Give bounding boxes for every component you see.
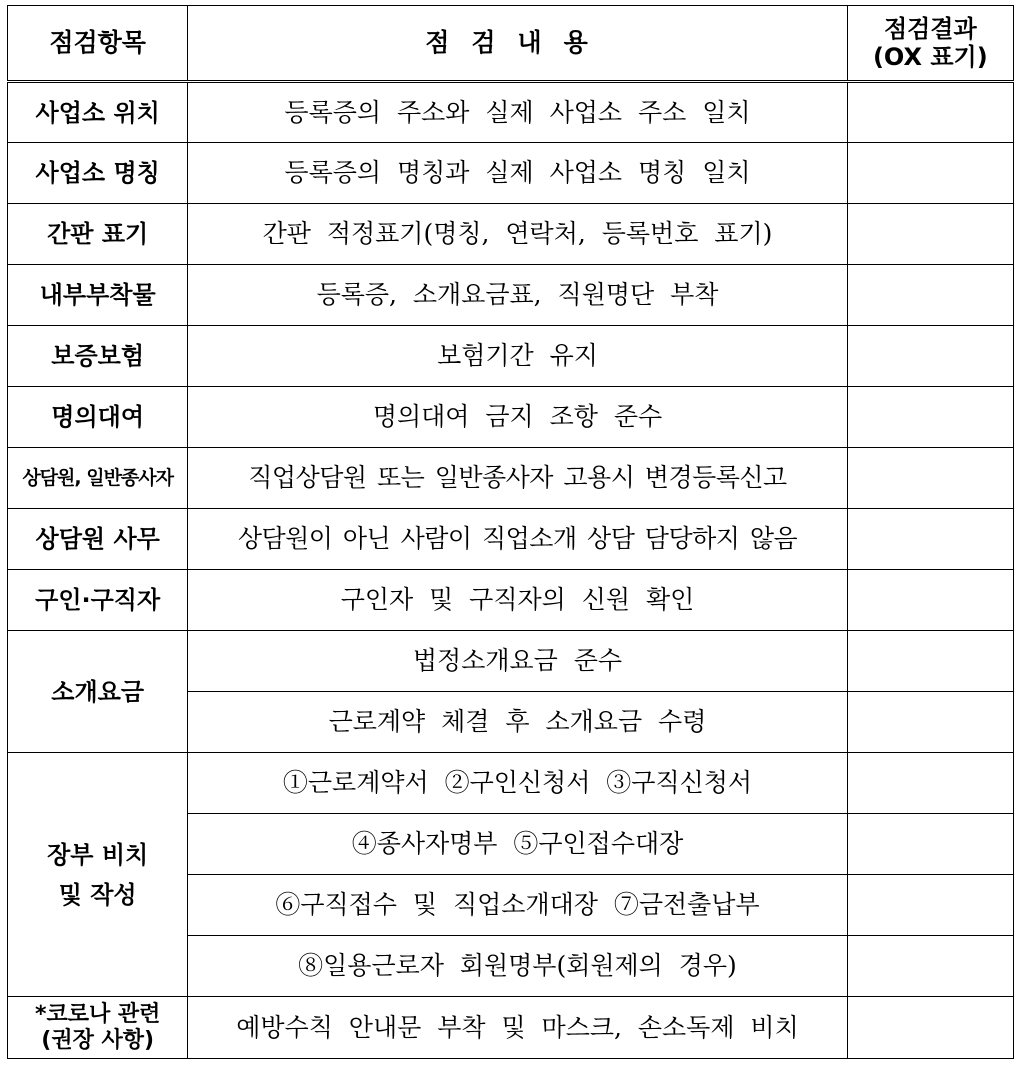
row-content: 등록증의 명칭과 실제 사업소 명칭 일치 <box>188 143 847 204</box>
checklist-table <box>7 5 1014 1059</box>
row-content: 명의대여 금지 조항 준수 <box>188 387 847 448</box>
corona-item-line2: (권장 사항) <box>41 1027 155 1053</box>
row-item: 명의대여 <box>8 387 188 448</box>
table-row <box>8 570 1014 631</box>
row-content: 상담원이 아닌 사람이 직업소개 상담 담당하지 않음 <box>188 509 847 570</box>
header-result-line2: (OX 표기) <box>872 43 988 71</box>
row-content: 법정소개요금 준수 <box>188 631 847 692</box>
result-cell[interactable] <box>847 692 1013 753</box>
row-content: ①근로계약서 ②구인신청서 ③구직신청서 <box>188 753 847 814</box>
table-row <box>8 387 1014 448</box>
row-content: ⑥구직접수 및 직업소개대장 ⑦금전출납부 <box>188 875 847 936</box>
row-content: 등록증, 소개요금표, 직원명단 부착 <box>188 265 847 326</box>
inspection-checklist <box>7 5 1014 1059</box>
result-cell[interactable] <box>847 82 1013 143</box>
corona-item <box>8 997 188 1059</box>
ledger-item <box>8 753 188 997</box>
header-result-line1: 점검결과 <box>883 15 977 43</box>
table-row <box>8 204 1014 265</box>
ledger-item-line1: 장부 비치 <box>47 840 149 869</box>
row-content: ④종사자명부 ⑤구인접수대장 <box>188 814 847 875</box>
table-row <box>8 509 1014 570</box>
row-content: 구인자 및 구직자의 신원 확인 <box>188 570 847 631</box>
table-row <box>8 753 1014 814</box>
result-cell[interactable] <box>847 204 1013 265</box>
result-cell[interactable] <box>847 631 1013 692</box>
row-content: 등록증의 주소와 실제 사업소 주소 일치 <box>188 82 847 143</box>
row-item: 보증보험 <box>8 326 188 387</box>
header-content: 점검내용 <box>188 6 847 82</box>
result-cell[interactable] <box>847 570 1013 631</box>
table-row <box>8 997 1014 1059</box>
table-row <box>8 448 1014 509</box>
row-content: 직업상담원 또는 일반종사자 고용시 변경등록신고 <box>188 448 847 509</box>
row-content: 간판 적정표기(명칭, 연락처, 등록번호 표기) <box>188 204 847 265</box>
result-cell[interactable] <box>847 997 1013 1059</box>
ledger-item-line2: 및 작성 <box>58 880 137 909</box>
result-cell[interactable] <box>847 875 1013 936</box>
row-item: 사업소 위치 <box>8 82 188 143</box>
result-cell[interactable] <box>847 387 1013 448</box>
fee-item: 소개요금 <box>8 631 188 753</box>
result-cell[interactable] <box>847 448 1013 509</box>
table-row <box>8 143 1014 204</box>
row-item: 상담원 사무 <box>8 509 188 570</box>
row-item: 구인·구직자 <box>8 570 188 631</box>
row-item: 상담원, 일반종사자 <box>8 448 188 509</box>
row-content: 예방수칙 안내문 부착 및 마스크, 손소독제 비치 <box>188 997 847 1059</box>
result-cell[interactable] <box>847 936 1013 997</box>
corona-item-line1: *코로나 관련 <box>34 1001 161 1027</box>
result-cell[interactable] <box>847 753 1013 814</box>
header-row <box>8 6 1014 82</box>
row-content: 보험기간 유지 <box>188 326 847 387</box>
table-row <box>8 82 1014 143</box>
row-content: ⑧일용근로자 회원명부(회원제의 경우) <box>188 936 847 997</box>
result-cell[interactable] <box>847 814 1013 875</box>
result-cell[interactable] <box>847 509 1013 570</box>
header-item: 점검항목 <box>8 6 188 82</box>
table-row <box>8 265 1014 326</box>
row-item: 내부부착물 <box>8 265 188 326</box>
table-row <box>8 631 1014 692</box>
header-result <box>847 6 1013 82</box>
result-cell[interactable] <box>847 326 1013 387</box>
row-content: 근로계약 체결 후 소개요금 수령 <box>188 692 847 753</box>
result-cell[interactable] <box>847 143 1013 204</box>
row-item: 간판 표기 <box>8 204 188 265</box>
result-cell[interactable] <box>847 265 1013 326</box>
table-row <box>8 326 1014 387</box>
row-item: 사업소 명칭 <box>8 143 188 204</box>
